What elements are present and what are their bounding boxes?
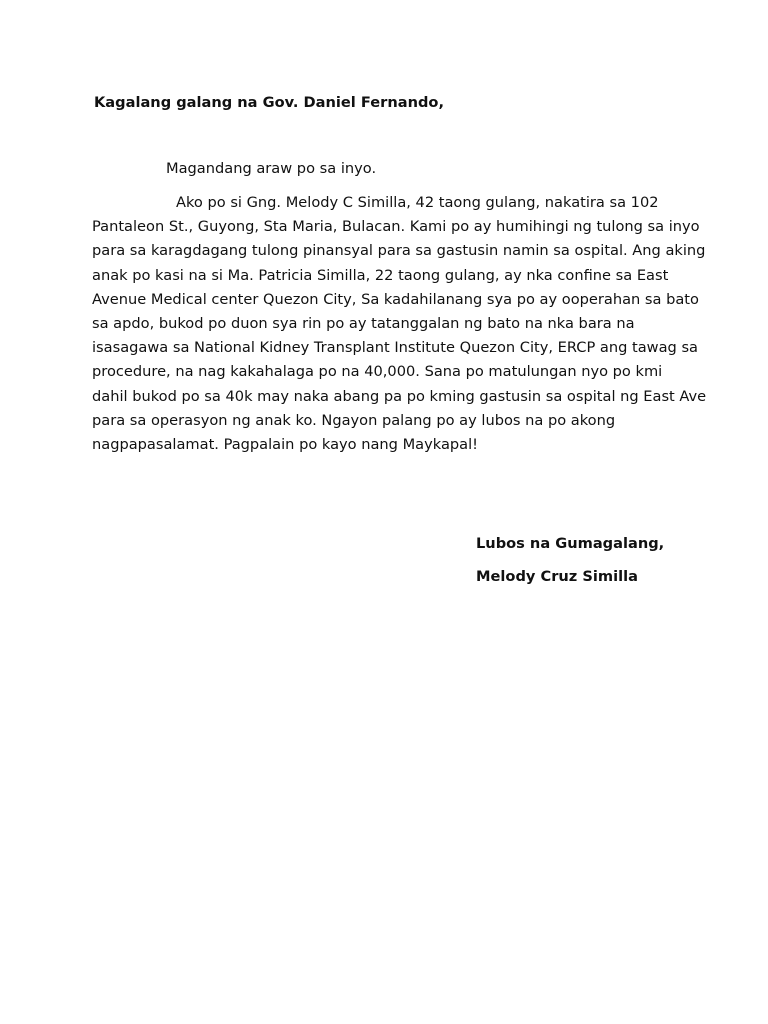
body-line: Ako po si Gng. Melody C Similla, 42 taong gulang, nakatira sa 102 [176,194,659,211]
body-line: Pantaleon St., Guyong, Sta Maria, Bulacan. Kami po ay humihingi ng tulong sa inyo [92,218,700,236]
body-line: Avenue Medical center Quezon City, Sa kadahilanang sya po ay ooperahan sa bato [92,290,699,308]
letter-salutation: Kagalang galang na Gov. Daniel Fernando, [94,94,444,111]
letter-greeting: Magandang araw po sa inyo. [166,160,377,177]
body-line: anak po kasi na si Ma. Patricia Similla, 22 taong gulang, ay nka confine sa East [92,266,669,284]
body-line: sa apdo, bukod po duon sya rin po ay tatanggalan ng bato na nka bara na [92,315,635,333]
body-line: isasagawa sa National Kidney Transplant Institute Quezon City, ERCP ang tawag sa [92,339,699,357]
body-line: dahil bukod po sa 40k may naka abang pa po kming gastusin sa ospital ng East Ave [92,387,707,405]
body-line: procedure, na nag kakahalaga po na 40,000. Sana po matulungan nyo po kmi [92,363,663,381]
body-line: para sa karagdagang tulong pinansyal para sa gastusin namin sa ospital. Ang aking [92,242,706,260]
letter-closing: Lubos na Gumagalang, [476,535,665,552]
letter-body [92,191,707,457]
body-line: nagpapasalamat. Pagpalain po kayo nang Maykapal! [92,436,479,454]
letter-signature-name: Melody Cruz Similla [476,568,638,585]
body-line: para sa operasyon ng anak ko. Ngayon palang po ay lubos na po akong [92,411,616,429]
